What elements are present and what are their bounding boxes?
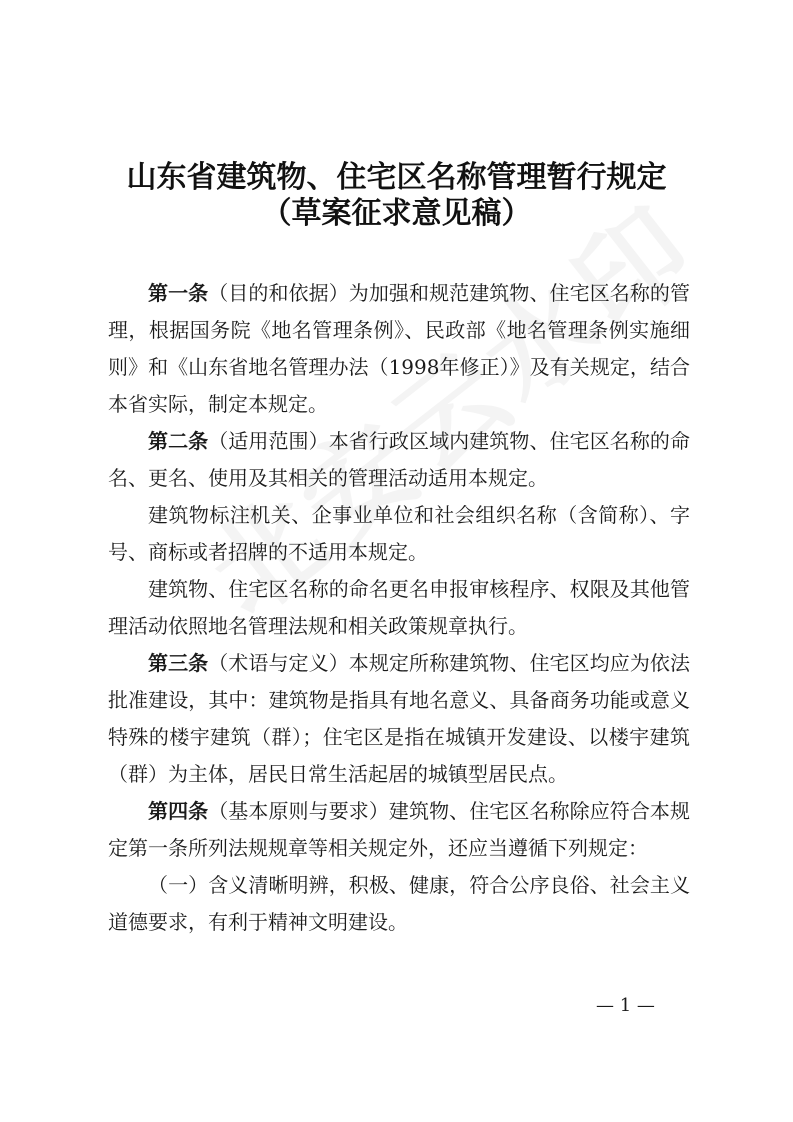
document-body — [108, 275, 690, 941]
paragraph-text: （术语与定义）本规定所称建筑物、住宅区均应为依法批准建设，其中：建筑物是指具有地名意义、具备商务功能或意义特殊的楼宇建筑（群）；住宅区是指在城镇开发建设、以楼宇建筑（群）为主体，居民日常生活起居的城镇型居民点。 — [108, 651, 691, 786]
document-subtitle: （草案征求意见稿） — [261, 196, 532, 231]
page-number: — 1 — — [596, 995, 655, 1016]
paragraph-text: 建筑物标注机关、企事业单位和社会组织名称（含简称）、字号、商标或者招牌的不适用本规定。 — [108, 503, 690, 564]
article-heading: 第四条 — [148, 799, 209, 823]
article-heading: 第一条 — [148, 281, 209, 305]
document-title: 山东省建筑物、住宅区名称管理暂行规定 — [126, 160, 667, 195]
article-heading: 第三条 — [148, 651, 209, 675]
paragraph-text: （基本原则与要求）建筑物、住宅区名称除应符合本规定第一条所列法规规章等相关规定外，还应当遵循下列规定： — [108, 799, 691, 860]
article-3-paragraph — [108, 645, 690, 793]
article-1-paragraph — [108, 275, 690, 423]
article-heading: 第二条 — [148, 429, 209, 453]
article-2-clause-2 — [108, 497, 690, 571]
paragraph-text: （一）含义清晰明辨，积极、健康，符合公序良俗、社会主义道德要求，有利于精神文明建设。 — [108, 873, 690, 934]
article-2-paragraph — [108, 423, 690, 497]
paragraph-text: 建筑物、住宅区名称的命名更名申报审核程序、权限及其他管理活动依照地名管理法规和相关政策规章执行。 — [108, 577, 690, 638]
article-2-clause-3 — [108, 571, 690, 645]
paragraph-text: （适用范围）本省行政区域内建筑物、住宅区名称的命名、更名、使用及其相关的管理活动适用本规定。 — [108, 429, 691, 490]
article-4-paragraph — [108, 793, 690, 867]
paragraph-text: （目的和依据）为加强和规范建筑物、住宅区名称的管理，根据国务院《地名管理条例》、民政部《地名管理条例实施细则》和《山东省地名管理办法（1998年修正）》及有关规定，结合本省实际，制定本规定。 — [108, 281, 691, 416]
article-4-item-1 — [108, 867, 690, 941]
